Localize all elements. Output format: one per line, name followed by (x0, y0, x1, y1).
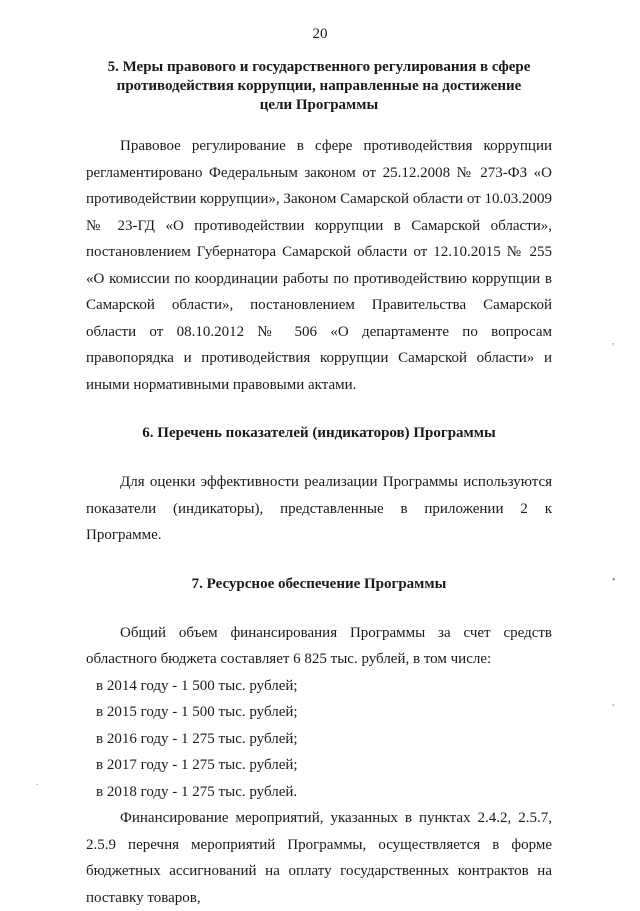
list-item: в 2017 году - 1 275 тыс. рублей; (96, 757, 298, 773)
scan-mark: , (612, 697, 615, 708)
section-7-heading (86, 575, 552, 594)
section-5-paragraph: Правовое регулирование в сфере противодействия коррупции регламентировано Федеральным законом от 25.12.2008 № 273-ФЗ «О противодействии коррупции», Законом Самарской области от 10.03.2009 № 23-ГД «О противодействии коррупции в Самарской области», постановлением Губернатора Самарской области от 12.10.2015 № 255 «О комиссии по координации работы по противодействию коррупции в Самарской области», постановлением Правительства Самарской области от 08.10.2012 № 506 «О департаменте по вопросам правопорядка и противодействия коррупции Самарской области» и иными нормативными правовыми актами. (86, 138, 552, 393)
heading-line: 7. Ресурсное обеспечение Программы (191, 575, 447, 592)
heading-line: 6. Перечень показателей (индикаторов) Программы (142, 425, 496, 441)
section-6-heading (86, 424, 552, 443)
list-item: в 2018 году - 1 275 тыс. рублей. (96, 783, 298, 800)
section-7-intro: Общий объем финансирования Программы за счет средств областного бюджета составляет 6 825 тыс. рублей, в том числе: (86, 624, 552, 667)
page-content (86, 58, 552, 911)
heading-line: 5. Меры правового и государственного регулирования в сфере (107, 59, 531, 75)
heading-line: противодействия коррупции, направленные на достижение (116, 78, 522, 94)
scan-mark: . (36, 777, 39, 788)
scan-mark: , (612, 336, 615, 347)
list-item: в 2015 году - 1 500 тыс. рублей; (96, 704, 298, 720)
list-item: в 2014 году - 1 500 тыс. рублей; (96, 677, 298, 694)
section-7-closing: Финансирование мероприятий, указанных в пунктах 2.4.2, 2.5.7, 2.5.9 перечня мероприятий Программы, осуществляется в форме бюджетных ассигнований на оплату государственных контрактов на поставку товаров, (86, 810, 552, 906)
section-5-heading (86, 58, 552, 115)
heading-line: цели Программы (259, 97, 379, 113)
section-6-paragraph: Для оценки эффективности реализации Программы используются показатели (индикаторы), представленные в приложении 2 к Программе. (86, 474, 552, 543)
page-number: 20 (312, 26, 328, 42)
list-item: в 2016 году - 1 275 тыс. рублей; (96, 730, 298, 747)
funding-by-year-list (86, 673, 552, 806)
scan-mark: • (612, 575, 616, 586)
